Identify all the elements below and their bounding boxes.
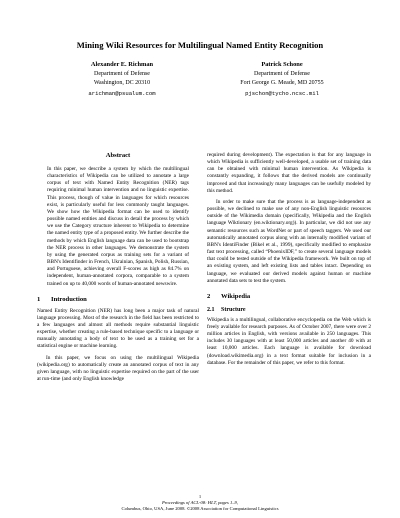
- author-location: Fort George G. Meade, MD 20755: [240, 80, 324, 86]
- right-column: [207, 152, 371, 371]
- section-title: Introduction: [51, 295, 87, 303]
- subsection-title: Structure: [221, 306, 246, 313]
- section-heading-wikipedia: [207, 293, 371, 300]
- venue-line: Columbus, Ohio, USA, June 2008. ©2008 Association for Computational Linguistics: [121, 506, 279, 511]
- page-number: 1: [198, 494, 202, 499]
- paper-title: Mining Wiki Resources for Multilingual Named Entity Recognition: [76, 40, 324, 50]
- abstract-heading: Abstract: [105, 152, 131, 159]
- author-email: pjschon@tycho.ncsc.mil: [245, 89, 319, 97]
- author-name: Patrick Schone: [261, 61, 303, 68]
- author-affiliation: Department of Defense: [94, 70, 150, 77]
- left-column: [37, 152, 199, 387]
- author-email: arichman@psualum.com: [88, 89, 156, 97]
- paragraph: Wikipedia is a multilingual, collaborative encyclopedia on the Web which is freely available for research purposes. As of October 2007, there were over 2 million articles in English, with versions available in 250 languages. This includes 30 languages with at least 50,000 articles and another 40 with at least 10,000 articles. Each language is available for download (download.wikimedia.org) in a text format suitable for inclusion in a database. For the remainder of this paper, we refer to this format.: [207, 316, 371, 366]
- proceedings-line: Proceedings of ACL-08: HLT, pages 1–9,: [161, 500, 238, 505]
- abstract-text: In this paper, we describe a system by which the multilingual characteristics of Wikipedia can be utilized to annotate a large corpus of text with Named Entity Recognition (NER) tags requiring minimal human intervention and no linguistic expertise. This process, though of value in languages for which resources exist, is particularly useful for less commonly taught languages. We show how the Wikipedia format can be used to identify possible named entities and discuss in detail the process by which we use the Category structure inherent to Wikipedia to determine the named entity type of a proposed entity. We further describe the methods by which English language data can be used to bootstrap the NER process in other languages. We demonstrate the system by using the generated corpus as training sets for a variant of BBN's Identifinder in French, Ukrainian, Spanish, Polish, Russian, and Portuguese, achieving overall F-scores as high as 84.7% on independent, human-annotated corpora, comparable to a system trained on up to 40,000 words of human-annotated newswire.: [47, 166, 189, 287]
- paragraph: Named Entity Recognition (NER) has long been a major task of natural language processing. Most of the research in the field has been restricted to a few languages and almost all methods require substantial linguistic expertise, whether creating a rule-based technique specific to a language or manually annotating a body of text to be used as a training set for a statistical engine or machine learning.: [37, 307, 199, 350]
- subsection-number: 2.1: [207, 306, 215, 313]
- author-affiliation: Department of Defense: [254, 70, 310, 77]
- page-footer: [0, 494, 400, 512]
- paragraph: In order to make sure that the process is as language-independent as possible, we declined to make use of any non-English linguistic resources outside of the Wikimedia domain (specifically, Wikipedia and the English language Wiktionary (en.wiktionary.org)). In particular, we did not use any semantic resources such as WordNet or part of speech taggers. We used our automatically annotated corpus along with an internally modified variant of BBN's IdentiFinder (Bikel et al., 1999), specifically modified to emphasize fast text processing, called “PhoenixIDF,” to create several language models that could be tested outside of the Wikipedia framework. We built on top of an existing system, and left existing lists and tables intact. Depending on language, we evaluated our derived models against human or machine annotated data sets to test the system.: [207, 198, 371, 284]
- author-name: Alexander E. Richman: [90, 61, 154, 68]
- section-number: 2: [207, 292, 211, 300]
- author-block-1: [37, 60, 207, 98]
- section-number: 1: [37, 295, 41, 303]
- section-heading-introduction: [37, 296, 199, 303]
- author-block-2: [197, 60, 367, 98]
- paragraph: In this paper, we focus on using the multilingual Wikipedia (wikipedia.org) to automatically create an annotated corpus of text in any given language, with no linguistic expertise required on the part of the user at run-time (and only English knowledge: [37, 354, 199, 383]
- paragraph: required during development). The expectation is that for any language in which Wikipedia is sufficiently well-developed, a usable set of training data can be obtained with minimal human intervention. As Wikipedia is constantly expanding, it follows that the derived models are continually improved and that increasingly many languages can be usefully modeled by this method.: [207, 152, 371, 194]
- section-title: Wikipedia: [221, 292, 251, 300]
- author-location: Washington, DC 20310: [93, 80, 151, 86]
- subsection-heading-structure: [207, 307, 371, 313]
